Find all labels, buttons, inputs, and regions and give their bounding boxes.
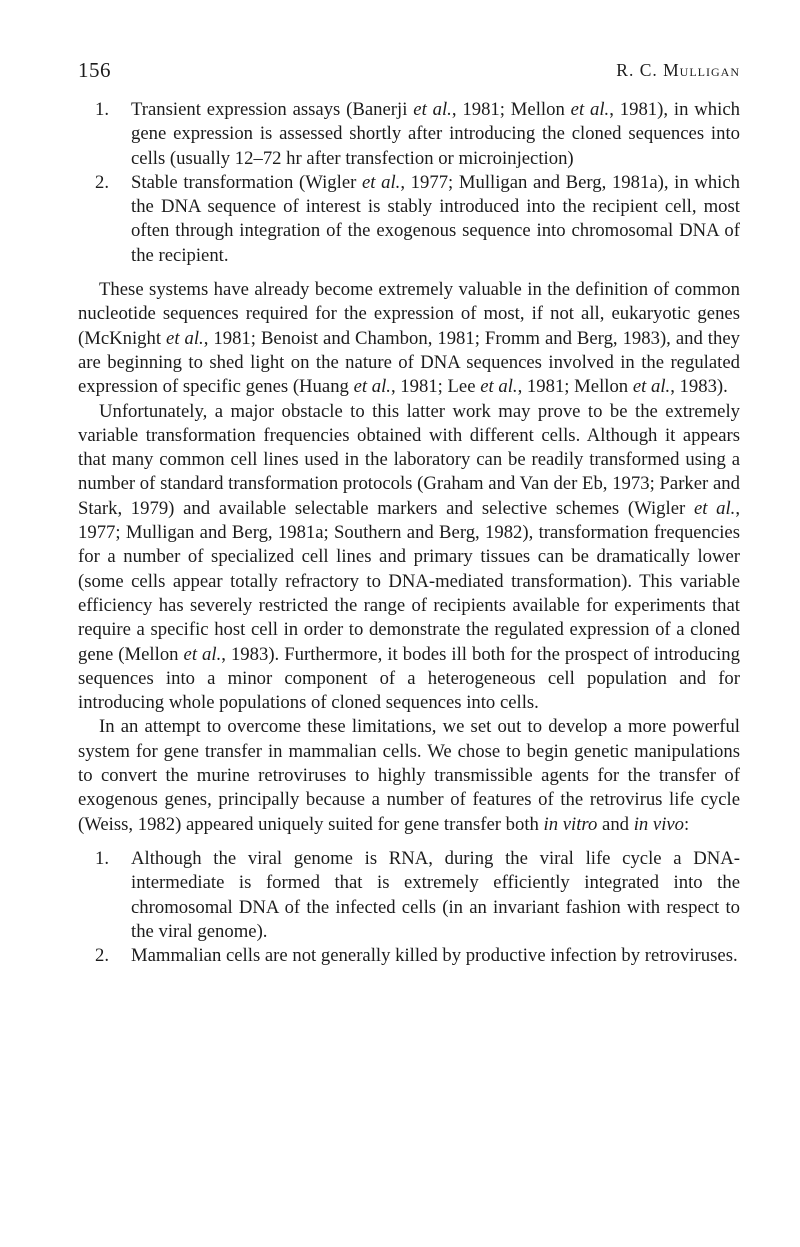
text-run: , 1983). Furthermore, it bodes ill both for the prospect of introducing sequences into a minor component of a heterogeneous cell population and for introducing whole populations of cloned sequences into cells. bbox=[78, 643, 740, 714]
text-run: In an attempt to overcome these limitations, we set out to develop a more powerful system for gene transfer in mammalian cells. We chose to begin genetic manipulations to convert the murine retroviruses to highly transmissible agents for the transfer of exogenous genes, principally because a number of features of the retrovirus life cycle (Weiss, 1982) appeared uniquely suited for gene transfer both bbox=[78, 716, 740, 835]
running-head bbox=[78, 58, 740, 84]
italic-run: et al. bbox=[353, 376, 391, 398]
paragraph bbox=[78, 278, 740, 399]
list-item bbox=[78, 171, 740, 268]
retrovirus-features-list bbox=[78, 847, 740, 968]
italic-run: et al. bbox=[183, 643, 222, 665]
list-number: 2. bbox=[95, 171, 110, 193]
paragraph bbox=[78, 400, 740, 716]
italic-run: et al. bbox=[480, 376, 518, 398]
italic-run: in vivo bbox=[633, 813, 685, 835]
list-number: 1. bbox=[95, 847, 110, 869]
methods-list bbox=[78, 98, 740, 268]
list-item bbox=[78, 847, 740, 944]
paragraph bbox=[78, 715, 740, 836]
body-text bbox=[78, 98, 740, 968]
italic-run: et al. bbox=[413, 99, 452, 120]
text-run: , 1981), in which gene expression is assessed shortly after introducing the cloned sequences into cells (usually 12–72 hr after transfection or microinjection) bbox=[131, 99, 740, 169]
italic-run: et al. bbox=[166, 327, 204, 349]
italic-run: et al. bbox=[693, 497, 736, 519]
text-run: : bbox=[684, 813, 690, 835]
text-run: , 1981; Benoist and Chambon, 1981; Fromm and Berg, 1983), and they are beginning to shed light on the nature of DNA sequences involved in the regulated expression of specific genes (Huang bbox=[78, 327, 740, 398]
italic-run: et al. bbox=[362, 171, 401, 193]
text-run: , 1977; Mulligan and Berg, 1981a; Southern and Berg, 1982), transformation frequencies for a number of specialized cell lines and primary tissues can be dramatically lower (some cells appear totally refractory to DNA-mediated transformation). This variable efficiency has severely restricted the range of recipients available for experiments that require a specific host cell in order to demonstrate the regulated expression of a cloned gene (Mellon bbox=[78, 497, 740, 665]
italic-run: in vitro bbox=[543, 813, 598, 835]
page-number: 156 bbox=[78, 58, 111, 82]
list-item bbox=[78, 944, 740, 968]
italic-run: et al. bbox=[632, 376, 671, 398]
text-run: Transient expression assays (Banerji bbox=[131, 99, 414, 120]
text-run: , 1981; Mellon bbox=[451, 99, 571, 120]
list-item bbox=[78, 98, 740, 171]
text-run: Stable transformation (Wigler bbox=[131, 171, 363, 193]
text-run: and bbox=[597, 813, 634, 835]
text-run: These systems have already become extremely valuable in the definition of common nucleotide sequences required for the expression of most, if not all, eukaryotic genes (McKnight bbox=[78, 279, 740, 349]
text-run: Unfortunately, a major obstacle to this latter work may prove to be the extremely variable transformation frequencies obtained with different cells. Although it appears that many common cell lines used in the laboratory can be readily transformed using a number of standard transformation protocols (Graham and Van der Eb, 1973; Parker and Stark, 1979) and available selectable markers and selective schemes (Wigler bbox=[78, 400, 740, 519]
text-run: Although the viral genome is RNA, during the viral life cycle a DNA-intermediate is formed that is extremely efficiently integrated into the chromosomal DNA of the infected cells (in an invariant fashion with respect to the viral genome). bbox=[131, 847, 740, 942]
text-run: Mammalian cells are not generally killed by productive infection by retroviruses. bbox=[131, 945, 738, 967]
running-author: R. C. Mulligan bbox=[616, 60, 740, 80]
text-run: , 1977; Mulligan and Berg, 1981a), in which the DNA sequence of interest is stably introduced into the recipient cell, most often through integration of the exogenous sequence into chromosomal DNA of the recipient. bbox=[131, 171, 741, 266]
italic-run: et al. bbox=[570, 99, 610, 120]
list-number: 1. bbox=[95, 99, 110, 120]
list-number: 2. bbox=[95, 945, 110, 967]
text-run: , 1981; Mellon bbox=[517, 376, 633, 398]
text-run: , 1983). bbox=[670, 376, 728, 398]
text-run: , 1981; Lee bbox=[390, 376, 481, 398]
